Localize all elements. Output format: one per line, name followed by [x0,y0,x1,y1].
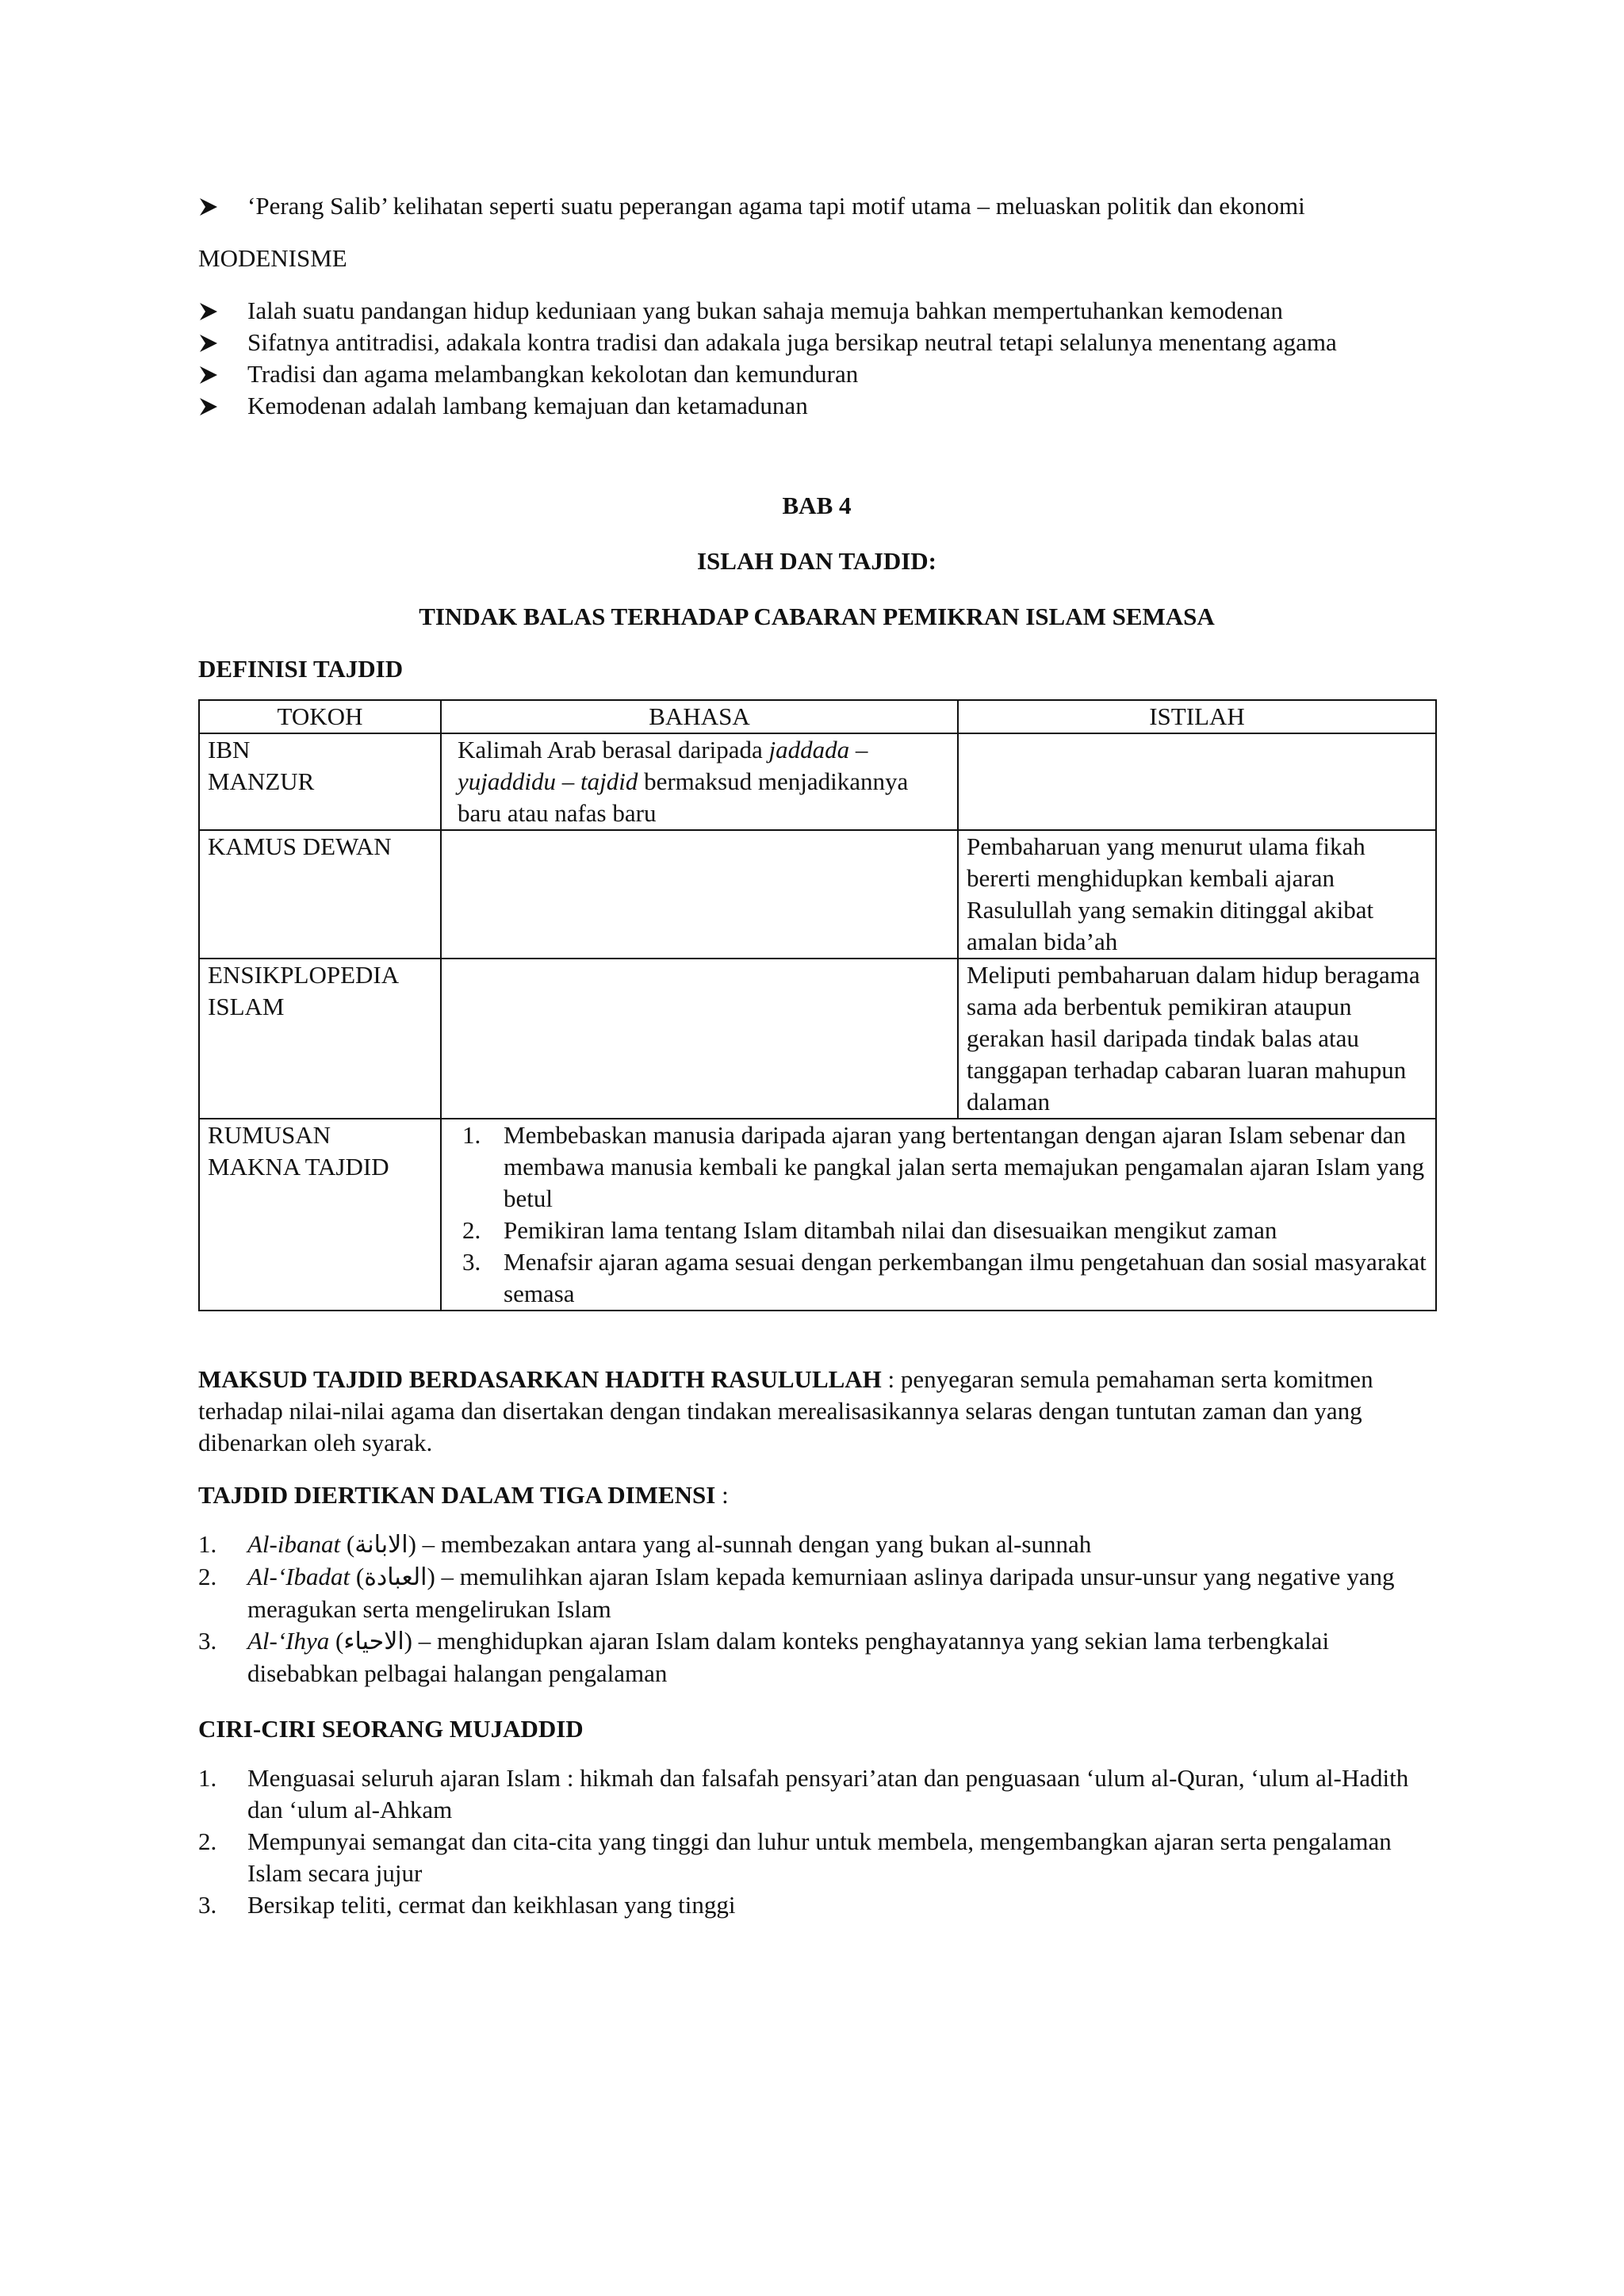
perang-salib-list [198,190,1435,222]
rumusan-list [456,1119,1427,1310]
list-item-text: Pemikiran lama tentang Islam ditambah nilai dan disesuaikan mengikut zaman [504,1216,1277,1244]
table-row [199,830,1436,959]
list-item-text: Membebaskan manusia daripada ajaran yang bertentangan dengan ajaran Islam sebenar dan membawa manusia kembali ke pangkal jalan serta memajukan pengamalan ajaran Islam yang betul [504,1121,1425,1212]
list-item-text: Mempunyai semangat dan cita-cita yang tinggi dan luhur untuk membela, mengembangkan ajaran serta pengalaman Islam secara jujur [247,1827,1392,1887]
bahasa-text: Kalimah Arab berasal daripada [458,736,769,763]
bahasa-italic-terms: jaddada – yujaddidu – tajdid [458,736,868,795]
arabic-term: العبادة [364,1563,427,1591]
list-item-text: Kemodenan adalah lambang kemajuan dan ketamadunan [247,392,808,419]
dimensi-heading-line [198,1479,1435,1511]
list-item [456,1246,1427,1310]
maksud-text: : penyegaran semula pemahaman serta komitmen terhadap nilai-nilai agama dan disertakan dengan tindakan merealisasikannya selaras dengan tuntutan zaman dan yang dibenarkan oleh syarak. [198,1365,1373,1456]
arrowhead-bullet-icon [198,190,230,225]
list-item [456,1215,1427,1246]
list-item-text: Sifatnya antitradisi, adakala kontra tradisi dan adakala juga bersikap neutral tetapi selalunya menentang agama [247,328,1337,356]
list-item: 2. Al-‘Ibadat (العبادة) – memulihkan ajaran Islam kepada kemurniaan aslinya daripada unsur-unsur yang negative yang meragukan serta mengelirukan Islam [198,1563,1395,1623]
maksud-heading: MAKSUD TAJDID BERDASARKAN HADITH RASULULLAH [198,1365,882,1393]
table-row [199,1119,1436,1311]
list-number: 2. [198,1827,217,1855]
dimensi-term: Al-‘Ihya [247,1627,330,1655]
section-heading-definisi: DEFINISI TAJDID [198,655,404,683]
list-item [198,190,1435,222]
table-row [199,733,1436,830]
list-number: 3. [198,1891,217,1919]
arrowhead-bullet-icon [198,358,230,393]
cell-bahasa [441,830,958,959]
arrowhead-bullet-icon [198,295,230,330]
arrowhead-bullet-icon [198,390,230,425]
list-item [198,1762,1435,1826]
cell-tokoh: ENSIKPLOPEDIA ISLAM [199,959,441,1119]
list-item: 1. Al-ibanat (الابانة) – membezakan antara yang al-sunnah dengan yang bukan al-sunnah [198,1530,1092,1559]
list-item [456,1119,1427,1215]
definition-table [198,699,1437,1311]
list-number: 2. [462,1216,481,1244]
arrowhead-bullet-icon [198,327,230,362]
bahasa-text-cont: bermaksud menjadikannya baru atau nafas baru [458,767,909,827]
cell-rumusan [441,1119,1436,1311]
dimensi-list [198,1529,1435,1689]
list-item-text: Menguasai seluruh ajaran Islam : hikmah dan falsafah pensyari’atan dan penguasaan ‘ulum al-Quran, ‘ulum al-Hadith dan ‘ulum al-Ahkam [247,1764,1409,1823]
list-number: 3. [198,1627,217,1655]
modenisme-list [198,295,1435,422]
arabic-term: الابانة [354,1531,408,1559]
cell-tokoh: IBN MANZUR [199,733,441,830]
cell-istilah: Meliputi pembaharuan dalam hidup beragama sama ada berbentuk pemikiran ataupun gerakan hasil daripada tindak balas atau tanggapan terhadap cabaran luaran mahupun dalaman [958,959,1436,1119]
list-item [198,1889,1435,1921]
list-number: 2. [198,1563,217,1590]
list-item-text: Ialah suatu pandangan hidup keduniaan yang bukan sahaja memuja bahkan mempertuhankan kemodenan [247,297,1283,324]
ciri-list [198,1762,1435,1921]
column-header-tokoh: TOKOH [199,700,441,733]
list-item [198,295,1435,327]
chapter-title: ISLAH DAN TAJDID: [696,547,936,575]
chapter-number: BAB 4 [782,492,852,519]
list-item [198,327,1435,358]
list-number: 3. [462,1248,481,1276]
dimensi-heading: TAJDID DIERTIKAN DALAM TIGA DIMENSI [198,1481,716,1509]
dimensi-colon: : [715,1481,729,1509]
list-number: 1. [198,1530,217,1558]
list-item-text: ‘Perang Salib’ kelihatan seperti suatu peperangan agama tapi motif utama – meluaskan politik dan ekonomi [247,192,1305,220]
table-row [199,959,1436,1119]
dimensi-desc: – memulihkan ajaran Islam kepada kemurniaan aslinya daripada unsur-unsur yang negative yang meragukan serta mengelirukan Islam [247,1563,1395,1623]
cell-bahasa [441,959,958,1119]
cell-bahasa [441,733,958,830]
list-item [198,1826,1435,1889]
section-heading-ciri: CIRI-CIRI SEORANG MUJADDID [198,1715,584,1743]
dimensi-desc: – membezakan antara yang al-sunnah dengan yang bukan al-sunnah [422,1530,1092,1558]
dimensi-desc: – menghidupkan ajaran Islam dalam konteks penghayatannya yang sekian lama terbengkalai disebabkan pelbagai halangan pengalaman [247,1627,1330,1687]
list-item [198,390,1435,422]
column-header-istilah: ISTILAH [958,700,1436,733]
chapter-subtitle: TINDAK BALAS TERHADAP CABARAN PEMIKRAN ISLAM SEMASA [419,603,1215,630]
maksud-paragraph [198,1364,1435,1459]
list-number: 1. [462,1121,481,1149]
dimensi-term: Al-ibanat [247,1530,341,1558]
cell-istilah [958,733,1436,830]
cell-tokoh: KAMUS DEWAN [199,830,441,959]
dimensi-term: Al-‘Ibadat [247,1563,350,1590]
list-item [198,358,1435,390]
column-header-bahasa: BAHASA [441,700,958,733]
cell-tokoh: RUMUSAN MAKNA TAJDID [199,1119,441,1311]
section-label-modenisme: MODENISME [198,244,347,272]
list-number: 1. [198,1764,217,1792]
list-item-text: Bersikap teliti, cermat dan keikhlasan yang tinggi [247,1891,736,1919]
list-item-text: Menafsir ajaran agama sesuai dengan perkembangan ilmu pengetahuan dan sosial masyarakat semasa [504,1248,1427,1307]
document-page [198,190,1435,1921]
list-item: 3. Al-‘Ihya (الاحياء) – menghidupkan ajaran Islam dalam konteks penghayatannya yang sekian lama terbengkalai disebabkan pelbagai halangan pengalaman [198,1627,1330,1687]
cell-istilah: Pembaharuan yang menurut ulama fikah bererti menghidupkan kembali ajaran Rasulullah yang semakin ditinggal akibat amalan bida’ah [958,830,1436,959]
table-header-row [199,700,1436,733]
arabic-term: الاحياء [343,1628,404,1655]
list-item-text: Tradisi dan agama melambangkan kekolotan dan kemunduran [247,360,859,388]
